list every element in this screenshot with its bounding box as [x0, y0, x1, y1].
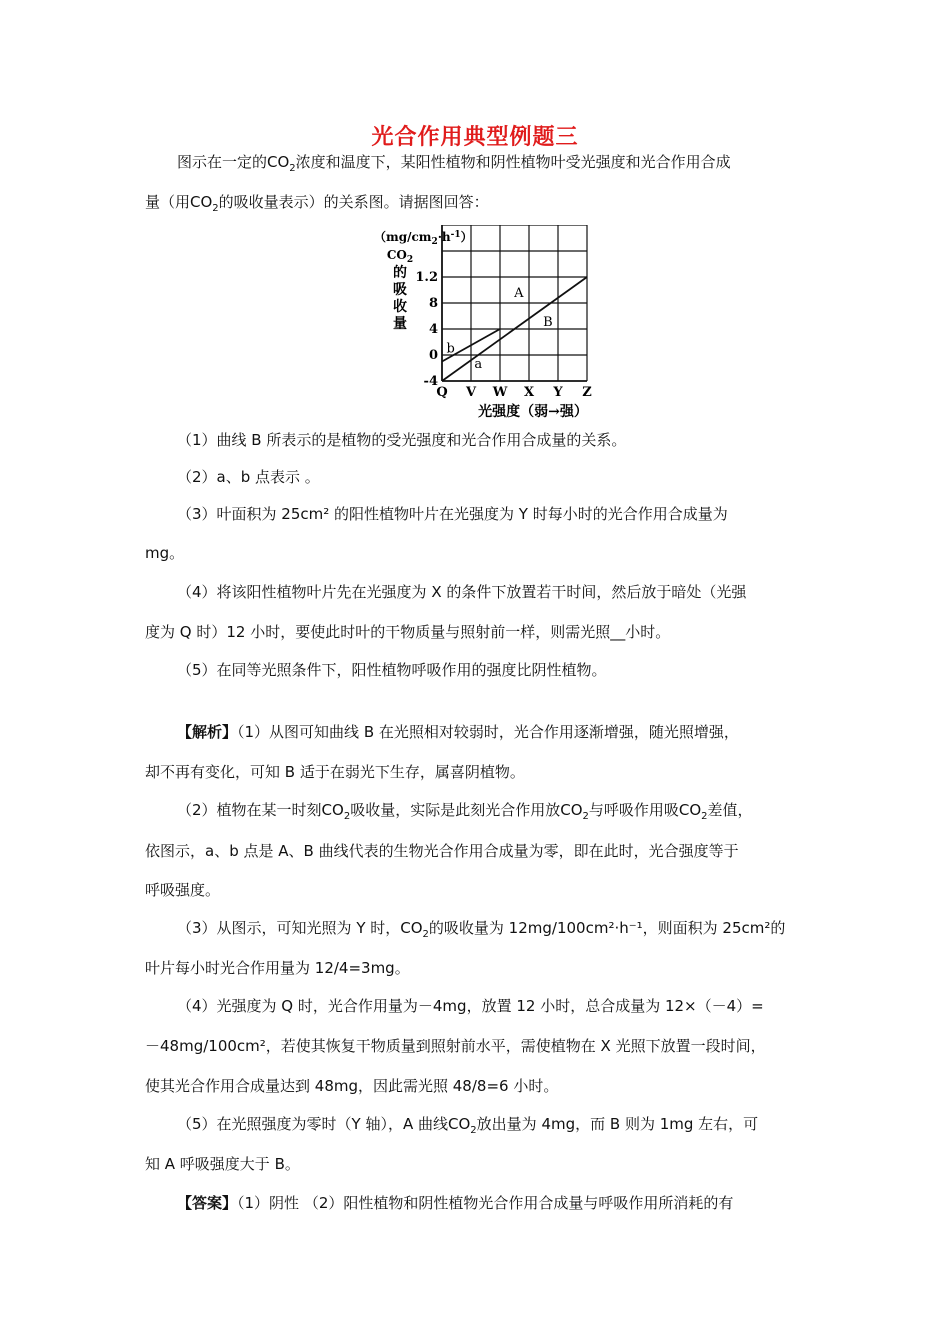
point-label-a: a	[474, 357, 483, 372]
question-5: （5）在同等光照条件下，阳性植物呼吸作用的强度比阴性植物。	[177, 661, 607, 679]
analysis-p2-line-1: （2）植物在某一时刻$CO_2$吸收量，实际是此刻光合作用放$CO_2$与呼吸作用吸$CO_2$差值，	[177, 801, 753, 822]
page-title: 光合作用典型例题三	[371, 125, 579, 150]
point-label-A: A	[514, 286, 524, 302]
question-1: （1）曲线 B 所表示的是植物的受光强度和光合作用合成量的关系。	[177, 431, 627, 449]
y-axis-char: 的	[393, 265, 407, 281]
question-3-line-1: （3）叶面积为 25cm² 的阳性植物叶片在光强度为 Y 时每小时的光合作用合成量为	[177, 505, 728, 523]
x-tick-label: Z	[582, 385, 592, 400]
question-4-line-1: （4）将该阳性植物叶片先在光强度为 X 的条件下放置若干时间，然后放于暗处（光强	[177, 583, 747, 601]
question-3-line-2: mg。	[145, 544, 185, 562]
unit-label: $(mg/cm_2\cdot h^{-1})$	[374, 230, 473, 247]
chart-grid	[442, 225, 587, 381]
analysis-p3-line-2: 叶片每小时光合作用量为 12/4=3mg。	[145, 959, 410, 977]
analysis-p5-line-2: 知 A 呼吸强度大于 B。	[145, 1155, 300, 1173]
analysis-p3-line-1: （3）从图示，可知光照为 Y 时，$CO_2$的吸收量为 12mg/100cm²·h⁻¹，则面积为 25cm²的	[177, 919, 786, 940]
analysis-p1-line-1: 【解析】（1）从图可知曲线 B 在光照相对较弱时，光合作用逐渐增强，随光照增强，	[177, 723, 739, 741]
y-tick-label: 8	[428, 296, 438, 311]
analysis-p2-line-2: 依图示，a、b 点是 A、B 曲线代表的生物光合作用合成量为零，即在此时，光合强度等于	[145, 842, 739, 860]
y-axis-char: 收	[393, 299, 407, 315]
y-axis-co2: $CO_2$	[386, 248, 414, 265]
x-tick-label: W	[492, 385, 508, 400]
analysis-p4-line-1: （4）光强度为 Q 时，光合作用量为－4mg，放置 12 小时，总合成量为 12×（－4）=	[177, 997, 764, 1015]
analysis-p4-line-2: －48mg/100cm²，若使其恢复干物质量到照射前水平，需使植物在 X 光照下放置一段时间，	[145, 1037, 766, 1055]
analysis-tag: 【解析】	[177, 723, 238, 741]
analysis-p5-line-1: （5）在光照强度为零时（Y 轴），A 曲线$CO_2$放出量为 4mg，而 B 则为 1mg 左右，可	[177, 1115, 759, 1136]
analysis-p1-line-2: 却不再有变化，可知 B 适于在弱光下生存，属喜阴植物。	[145, 763, 525, 781]
analysis-p4-line-3: 使其光合作用合成量达到 48mg，因此需光照 48/8=6 小时。	[145, 1077, 559, 1095]
point-label-B: B	[543, 314, 553, 330]
x-tick-label: Q	[436, 385, 448, 400]
y-axis-char: 吸	[393, 282, 407, 298]
answer-tag: 【答案】	[177, 1194, 238, 1212]
intro-line-2: 量（用$CO_2$的吸收量表示）的关系图。请据图回答：	[145, 193, 489, 214]
co2-absorption-chart	[360, 225, 620, 423]
point-label-b: b	[446, 341, 455, 357]
question-2: （2）a、b 点表示 。	[177, 468, 320, 486]
question-4-line-2: 度为 Q 时）12 小时，要使此时叶的干物质量与照射前一样，则需光照__小时。	[145, 623, 671, 641]
y-tick-label: 4	[428, 322, 438, 337]
y-axis-char: 量	[393, 316, 407, 332]
answer-line: 【答案】（1）阴性 （2）阳性植物和阴性植物光合作用合成量与呼吸作用所消耗的有	[177, 1194, 734, 1212]
chart-labels	[374, 229, 592, 420]
y-tick-label: 1.2	[415, 270, 438, 285]
x-tick-label: V	[465, 385, 477, 400]
analysis-p2-line-3: 呼吸强度。	[145, 881, 221, 899]
x-tick-label: Y	[553, 385, 563, 400]
y-tick-label: -4	[423, 374, 438, 389]
x-axis-title: 光强度（弱→强）	[478, 404, 588, 420]
intro-line-1: 图示在一定的$CO_2$浓度和温度下，某阳性植物和阴性植物叶受光强度和光合作用合成	[177, 153, 731, 174]
x-tick-label: X	[523, 385, 535, 400]
y-tick-label: 0	[428, 348, 438, 363]
